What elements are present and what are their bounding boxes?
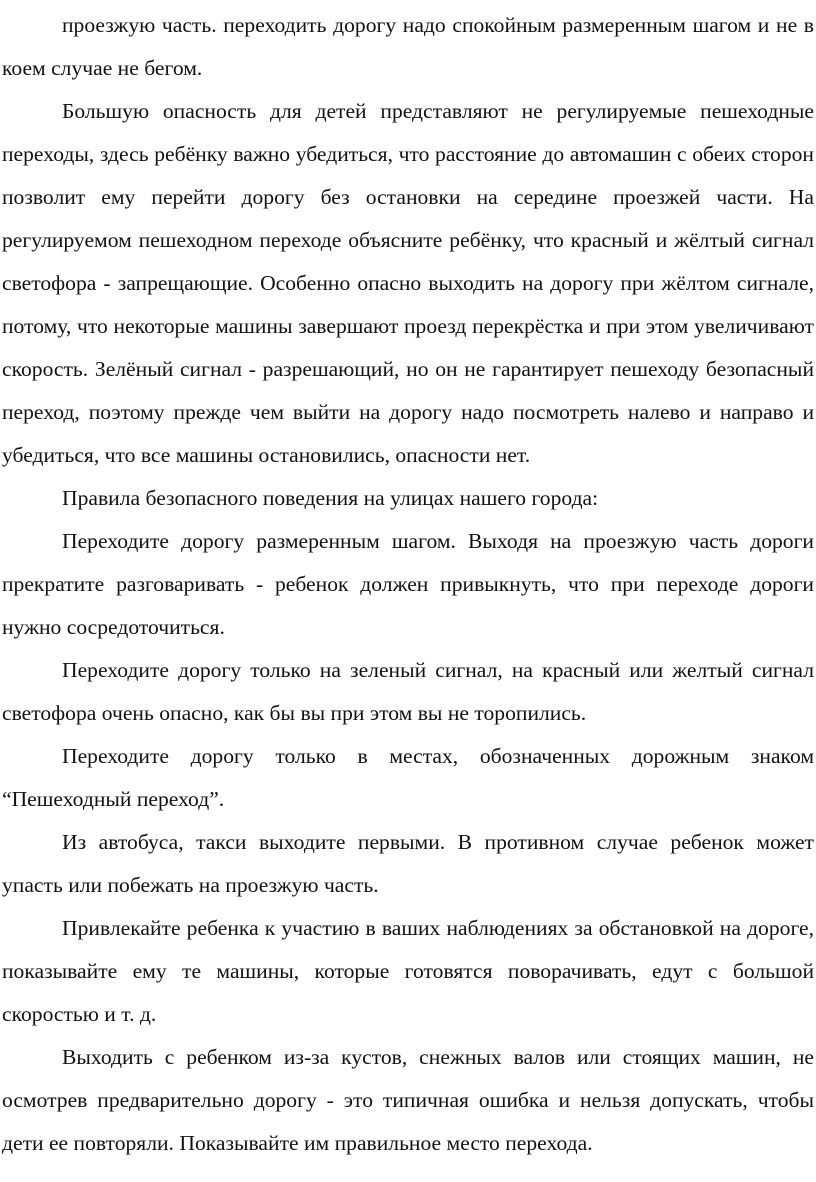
paragraph-continuation: проезжую часть. переходить дорогу надо спокойным размеренным шагом и не в коем случае не бегом. [2,13,814,80]
paragraph-rule-exit-bus: Из автобуса, такси выходите первыми. В противном случае ребенок может упасть или побежать на проезжую часть. [2,830,814,897]
paragraph-rule-measured-step: Переходите дорогу размеренным шагом. Выходя на проезжую часть дороги прекратите разговаривать - ребенок должен привыкнуть, что при переходе дороги нужно сосредоточиться. [2,529,814,639]
paragraph-rule-obstacles: Выходить с ребенком из-за кустов, снежных валов или стоящих машин, не осмотрев предварительно дорогу - это типичная ошибка и нельзя допускать, чтобы дети ее повторяли. Показывайте им правильное место перехода. [2,1045,814,1155]
paragraph-rule-crossing-sign: Переходите дорогу только в местах, обозначенных дорожным знаком “Пешеходный переход”. [2,744,814,811]
paragraph-rule-observation: Привлекайте ребенка к участию в ваших наблюдениях за обстановкой на дороге, показывайте ему те машины, которые готовятся поворачивать, едут с большой скоростью и т. д. [2,916,814,1026]
paragraph-rules-heading: Правила безопасного поведения на улицах нашего города: [62,486,599,510]
paragraph-rule-green-signal: Переходите дорогу только на зеленый сигнал, на красный или желтый сигнал светофора очень опасно, как бы вы при этом вы не торопились. [2,658,814,725]
paragraph-unregulated-crossings: Большую опасность для детей представляют не регулируемые пешеходные переходы, здесь ребёнку важно убедиться, что расстояние до автомашин с обеих сторон позволит ему перейти дорогу без остановки на середине проезжей части. На регулируемом пешеходном переходе объясните ребёнку, что красный и жёлтый сигнал светофора - запрещающие. Особенно опасно выходить на дорогу при жёлтом сигнале, потому, что некоторые машины завершают проезд перекрёстка и при этом увеличивают скорость. Зелёный сигнал - разрешающий, но он не гарантирует пешеходу безопасный переход, поэтому прежде чем выйти на дорогу надо посмотреть налево и направо и убедиться, что все машины остановились, опасности нет. [2,99,814,467]
